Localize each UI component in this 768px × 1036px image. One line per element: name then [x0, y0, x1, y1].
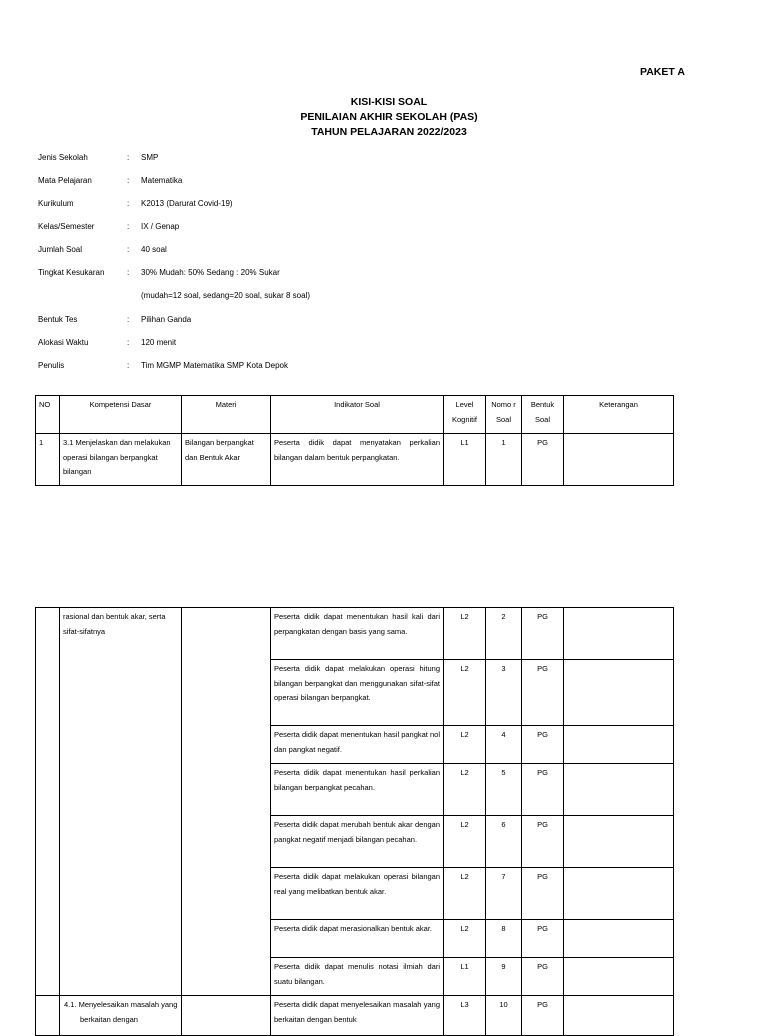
info-value: SMP [141, 153, 159, 162]
info-label: Penulis [38, 361, 65, 370]
cell-materi [182, 608, 271, 996]
cell-level: L2 [444, 920, 486, 958]
info-value: 40 soal [141, 245, 167, 254]
info-label: Tingkat Kesukaran [38, 268, 105, 277]
cell-no [36, 996, 60, 1036]
info-colon: : [127, 245, 130, 254]
table-header-row [36, 396, 674, 434]
info-value: (mudah=12 soal, sedang=20 soal, sukar 8 soal) [141, 291, 310, 300]
cell-level: L1 [444, 958, 486, 996]
cell-keterangan [564, 660, 674, 726]
info-label: Jenis Sekolah [38, 153, 88, 162]
info-colon: : [127, 176, 130, 185]
cell-keterangan [564, 726, 674, 764]
info-value: K2013 (Darurat Covid-19) [141, 199, 233, 208]
document-title [0, 95, 768, 140]
info-label: Kelas/Semester [38, 222, 95, 231]
cell-no: 1 [36, 434, 60, 486]
info-colon: : [127, 361, 130, 370]
cell-kompetensi-dasar: 3.1 Menjelaskan dan melakukan operasi bilangan berpangkat bilangan [60, 434, 182, 486]
cell-keterangan [564, 996, 674, 1036]
info-colon: : [127, 315, 130, 324]
info-value: 30% Mudah: 50% Sedang : 20% Sukar [141, 268, 280, 277]
table-row [36, 434, 674, 486]
cell-keterangan [564, 608, 674, 660]
cell-level: L1 [444, 434, 486, 486]
cell-nomor: 8 [486, 920, 522, 958]
cell-bentuk: PG [522, 764, 564, 816]
cell-level: L2 [444, 816, 486, 868]
cell-bentuk: PG [522, 434, 564, 486]
cell-keterangan [564, 958, 674, 996]
cell-indikator: Peserta didik dapat melakukan operasi hitung bilangan berpangkat dan menggunakan sifat-sifat operasi bilangan berpangkat. [271, 660, 444, 726]
cell-level: L2 [444, 660, 486, 726]
cell-keterangan [564, 816, 674, 868]
cell-materi [182, 996, 271, 1036]
header-no: NO [36, 396, 60, 434]
cell-kompetensi-dasar: 4.1. Menyelesaikan masalah yang berkaitan dengan [60, 996, 182, 1036]
cell-level: L3 [444, 996, 486, 1036]
cell-indikator: Peserta didik dapat menyelesaikan masalah yang berkaitan dengan bentuk [271, 996, 444, 1036]
cell-keterangan [564, 764, 674, 816]
cell-nomor: 3 [486, 660, 522, 726]
cell-nomor: 7 [486, 868, 522, 920]
cell-nomor: 6 [486, 816, 522, 868]
cell-level: L2 [444, 764, 486, 816]
cell-bentuk: PG [522, 958, 564, 996]
cell-indikator: Peserta didik dapat merubah bentuk akar dengan pangkat negatif menjadi bilangan pecahan. [271, 816, 444, 868]
info-label: Mata Pelajaran [38, 176, 92, 185]
kisi-kisi-table-continued [35, 607, 674, 1036]
info-value: Pilihan Ganda [141, 315, 192, 324]
title-line: TAHUN PELAJARAN 2022/2023 [311, 126, 467, 138]
header-level: Level Kognitif [444, 396, 486, 434]
cell-no [36, 608, 60, 996]
cell-bentuk: PG [522, 920, 564, 958]
cell-indikator: Peserta didik dapat menulis notasi ilmiah dari suatu bilangan. [271, 958, 444, 996]
cell-indikator: Peserta didik dapat menentukan hasil pangkat nol dan pangkat negatif. [271, 726, 444, 764]
header-nomor: Nomo r Soal [486, 396, 522, 434]
cell-nomor: 4 [486, 726, 522, 764]
cell-indikator: Peserta didik dapat menyatakan perkalian bilangan dalam bentuk perpangkatan. [271, 434, 444, 486]
header-bentuk: Bentuk Soal [522, 396, 564, 434]
cell-bentuk: PG [522, 726, 564, 764]
cell-indikator: Peserta didik dapat merasionalkan bentuk akar. [271, 920, 444, 958]
cell-keterangan [564, 434, 674, 486]
cell-keterangan [564, 868, 674, 920]
paket-label: PAKET A [640, 66, 685, 78]
info-label: Kurikulum [38, 199, 74, 208]
cell-bentuk: PG [522, 996, 564, 1036]
kisi-kisi-table [35, 395, 674, 486]
cell-materi: Bilangan berpangkat dan Bentuk Akar [182, 434, 271, 486]
cell-bentuk: PG [522, 868, 564, 920]
info-label: Bentuk Tes [38, 315, 78, 324]
cell-indikator: Peserta didik dapat menentukan hasil kali dari perpangkatan dengan basis yang sama. [271, 608, 444, 660]
info-value: IX / Genap [141, 222, 180, 231]
info-colon: : [127, 268, 130, 277]
info-colon: : [127, 199, 130, 208]
cell-nomor: 5 [486, 764, 522, 816]
cell-level: L2 [444, 726, 486, 764]
cell-level: L2 [444, 608, 486, 660]
info-colon: : [127, 222, 130, 231]
cell-bentuk: PG [522, 816, 564, 868]
header-keterangan: Keterangan [564, 396, 674, 434]
cell-bentuk: PG [522, 660, 564, 726]
title-line: PENILAIAN AKHIR SEKOLAH (PAS) [300, 111, 478, 123]
info-value: Matematika [141, 176, 183, 185]
cell-indikator: Peserta didik dapat menentukan hasil perkalian bilangan berpangkat pecahan. [271, 764, 444, 816]
cell-kompetensi-dasar: rasional dan bentuk akar, serta sifat-sifatnya [60, 608, 182, 996]
table-row [36, 996, 674, 1036]
cell-level: L2 [444, 868, 486, 920]
info-colon: : [127, 338, 130, 347]
header-materi: Materi [182, 396, 271, 434]
cell-nomor: 1 [486, 434, 522, 486]
title-line: KISI-KISI SOAL [350, 96, 428, 108]
header-indikator: Indikator Soal [271, 396, 444, 434]
info-value: Tim MGMP Matematika SMP Kota Depok [141, 361, 289, 370]
cell-nomor: 9 [486, 958, 522, 996]
cell-bentuk: PG [522, 608, 564, 660]
info-label: Alokasi Waktu [38, 338, 89, 347]
cell-keterangan [564, 920, 674, 958]
header-kompetensi-dasar: Kompetensi Dasar [60, 396, 182, 434]
info-colon: : [127, 153, 130, 162]
info-label: Jumlah Soal [38, 245, 83, 254]
info-value: 120 menit [141, 338, 177, 347]
cell-nomor: 2 [486, 608, 522, 660]
cell-nomor: 10 [486, 996, 522, 1036]
table-row [36, 608, 674, 660]
cell-indikator: Peserta didik dapat melakukan operasi bilangan real yang melibatkan bentuk akar. [271, 868, 444, 920]
